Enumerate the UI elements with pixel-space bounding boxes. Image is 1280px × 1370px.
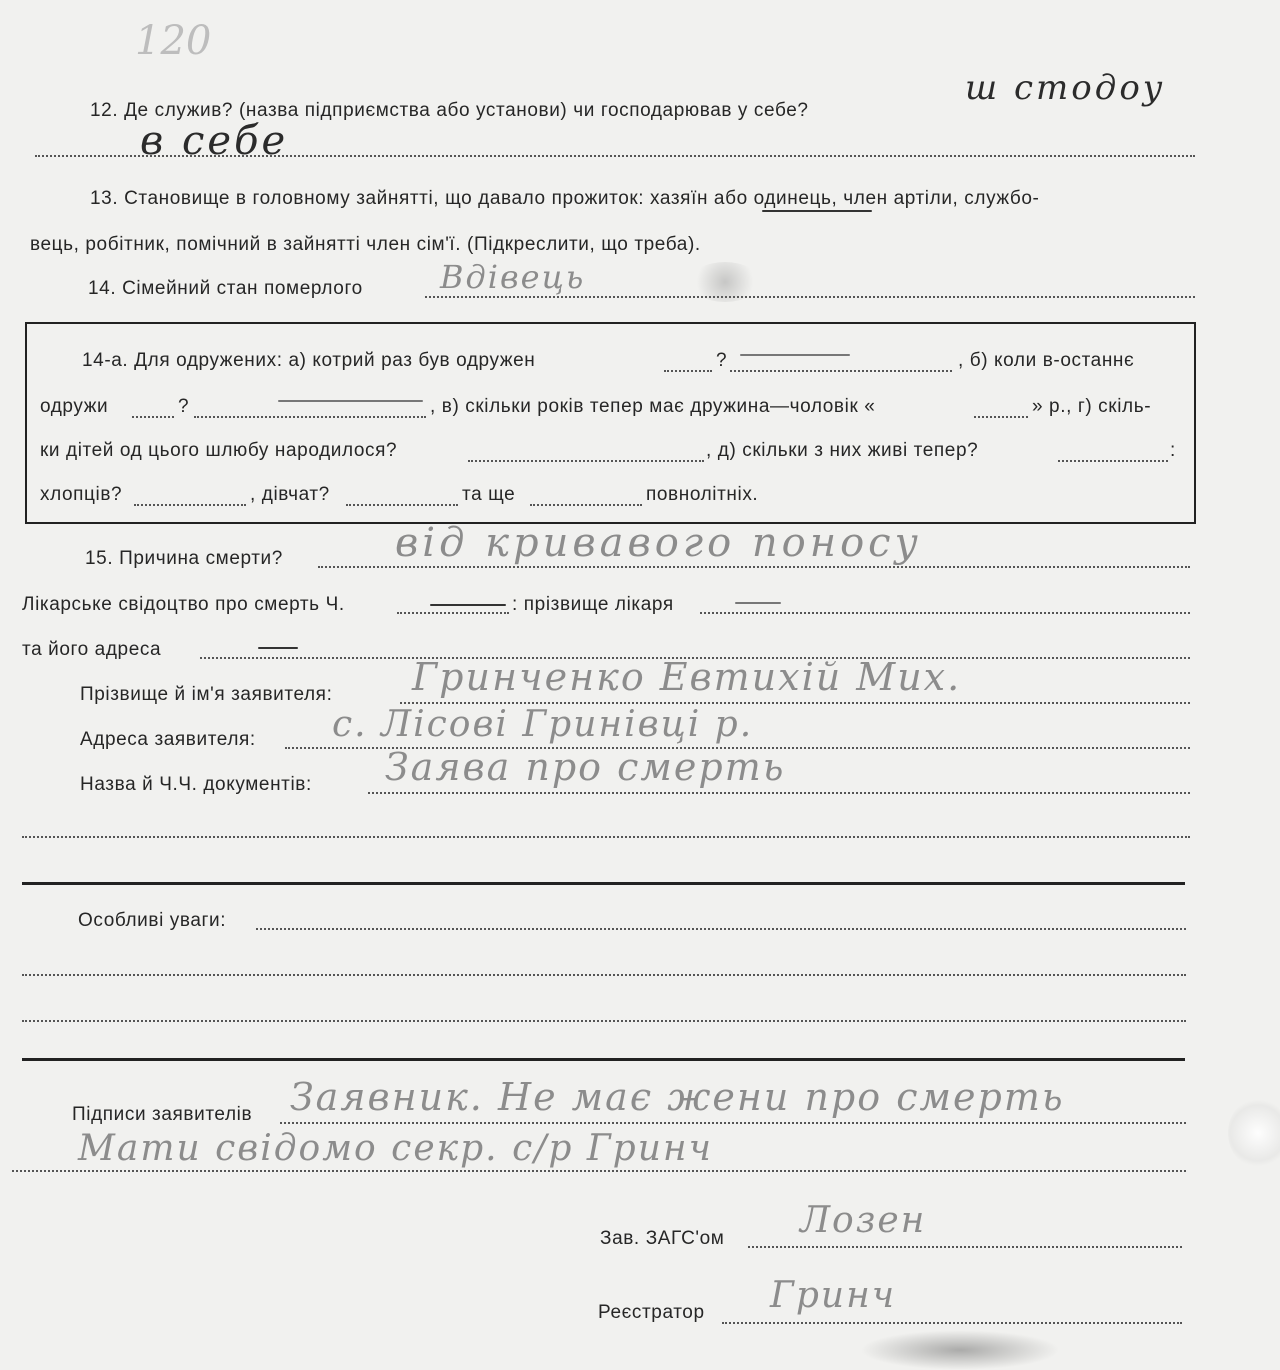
q14a-blank-9: [346, 504, 458, 506]
q14a-text-8: :: [1170, 440, 1176, 461]
q14a-blank-10: [530, 504, 642, 506]
notes-label: Особливі уваги:: [78, 910, 227, 931]
medical-doctor-line: [700, 612, 1190, 614]
q14a-blank-4: [194, 416, 426, 418]
q14-answer: Вдівець: [440, 258, 586, 296]
zags-head-label: Зав. ЗАГС'ом: [600, 1228, 725, 1249]
q14a-text-6: ки дітей од цього шлюбу народилося?: [40, 440, 398, 461]
q14a-blank-5: [974, 416, 1028, 418]
q14a-text-3: одружи: [40, 396, 109, 417]
q14a-blank-2: [730, 370, 952, 372]
q14a-text-2: , б) коли в-останнє: [958, 350, 1135, 371]
q14-label: 14. Сімейний стан померлого: [88, 278, 363, 299]
corner-pencil-mark: 120: [135, 18, 212, 64]
notes-line-3: [22, 1020, 1186, 1022]
q13-underline: [762, 210, 872, 212]
applicant-address-value: с. Лісові Гринівці р.: [332, 704, 754, 745]
zags-registrar-line: [722, 1322, 1182, 1324]
applicant-docs-line: [368, 792, 1190, 794]
q14a-dash-1: [740, 354, 850, 356]
q14a-blank-3: [132, 416, 174, 418]
section-divider-2: [22, 1058, 1185, 1061]
applicant-name-label: Прізвище й ім'я заявителя:: [80, 684, 333, 705]
section-divider-1: [22, 882, 1185, 885]
q14a-dash-2: [278, 400, 423, 402]
signatures-line-rule-2: [12, 1170, 1186, 1172]
q14a-text-9: хлопців?: [40, 484, 123, 505]
medical-address-label: та його адреса: [22, 639, 162, 660]
q14a-blank-1: [664, 370, 712, 372]
notes-line-1: [256, 928, 1186, 930]
applicant-name-value: Гринченко Евтихій Мих.: [412, 655, 962, 699]
q12-answer: в себе: [140, 118, 289, 164]
signatures-line-2: Мати свідомо секр. с/р Гринч: [78, 1128, 714, 1169]
q14a-text-10: , дівчат?: [250, 484, 330, 505]
applicant-docs-value: Заява про смерть: [385, 745, 786, 789]
q14a-text-12: повнолітніх.: [646, 484, 759, 505]
q15-label: 15. Причина смерти?: [85, 548, 283, 569]
q13-line1: 13. Становище в головному зайнятті, що давало прожиток: хазяїн або одинець, член артіли, службо-: [90, 188, 1040, 209]
q13-line2: вець, робітник, помічний в зайнятті член сім'ї. (Підкреслити, що треба).: [30, 234, 701, 255]
extra-line-1: [22, 836, 1190, 838]
q12-answer-line: [35, 155, 1195, 157]
zags-head-sign: Лозен: [800, 1200, 927, 1241]
zags-registrar-sign: Гринч: [770, 1275, 897, 1316]
medical-doctor-label: : прізвище лікаря: [512, 594, 674, 615]
ink-stain: [690, 262, 760, 302]
q14a-blank-8: [134, 504, 246, 506]
q14a-text-4: , в) скільки років тепер має дружина—чоловік «: [430, 396, 876, 417]
q15-answer: від кривавого поносу: [395, 520, 922, 566]
medical-doctor-dash: [735, 602, 781, 604]
q14a-text-1: 14-а. Для одружених: а) котрий раз був одружен: [82, 350, 536, 371]
bottom-smudge: [860, 1330, 1060, 1370]
signatures-line-1: Заявник. Не має жени про смерть: [290, 1075, 1065, 1119]
q12-label: 12. Де служив? (назва підприємства або установи) чи господарював у себе?: [90, 100, 809, 121]
medical-cert-label: Лікарське свідоцтво про смерть Ч.: [22, 594, 345, 615]
applicant-docs-label: Назва й Ч.Ч. документів:: [80, 774, 312, 795]
q12-answer-top: ш стодоу: [965, 68, 1166, 108]
q14a-q-1: ?: [716, 350, 728, 371]
q14a-text-7: , д) скільки з них живі тепер?: [706, 440, 979, 461]
q15-answer-line: [318, 566, 1190, 568]
q14a-blank-6: [468, 460, 704, 462]
signatures-label: Підписи заявителів: [72, 1104, 253, 1125]
q14a-text-11: та ще: [462, 484, 516, 505]
medical-cert-dash: [430, 604, 506, 606]
medical-address-dash: [258, 647, 298, 649]
zags-head-line: [748, 1246, 1182, 1248]
notes-line-2: [22, 974, 1186, 976]
q14a-q-2: ?: [178, 396, 190, 417]
q14a-blank-7: [1058, 460, 1168, 462]
q14a-text-5: » р., г) скіль-: [1032, 396, 1152, 417]
applicant-address-label: Адреса заявителя:: [80, 729, 256, 750]
medical-cert-line: [397, 612, 509, 614]
signatures-line-rule: [280, 1122, 1186, 1124]
q14-answer-line: [425, 296, 1195, 298]
paper-damage: [1228, 1098, 1280, 1168]
zags-registrar-label: Реєстратор: [598, 1302, 705, 1323]
